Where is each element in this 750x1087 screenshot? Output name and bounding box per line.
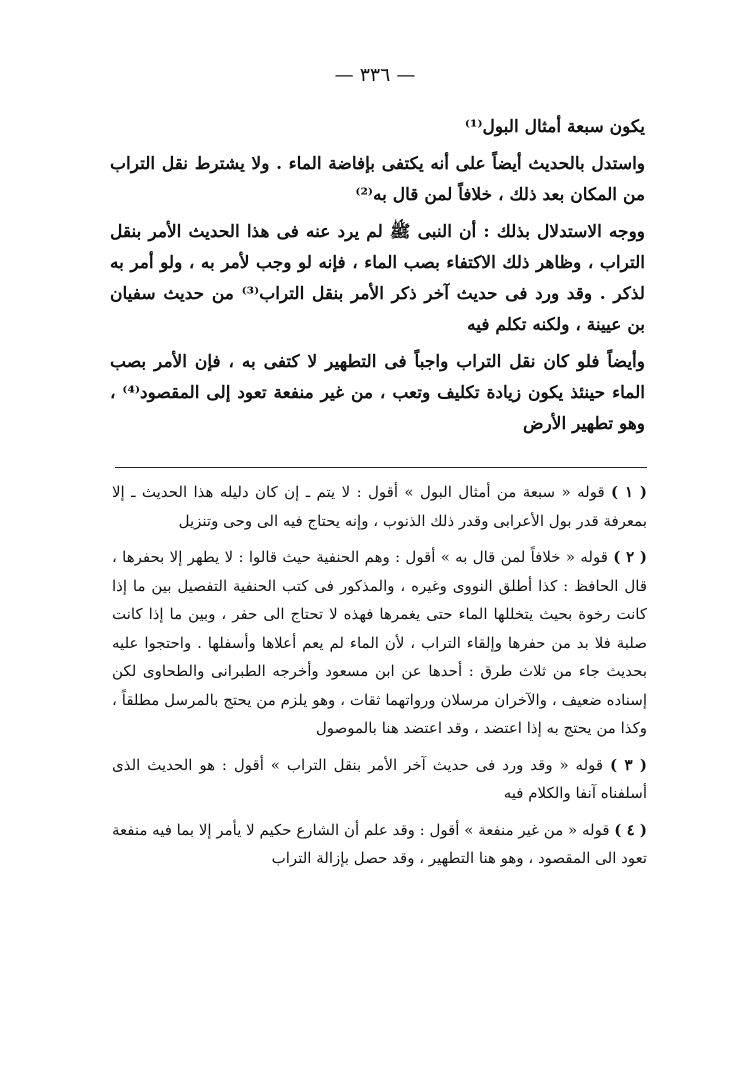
main-paragraph-2: واستدل بالحديث أيضاً على أنه يكتفى بإفاضة الماء . ولا يشترط نقل التراب من المكان بعد ذلك ، خلافاً لمن قال به⁽²⁾ (110, 154, 645, 205)
footnote-number: ( ٣ ) (610, 755, 647, 774)
footnote-3 (112, 751, 647, 808)
main-text (110, 112, 645, 446)
page-number: — ٣٣٦ — (334, 64, 416, 86)
footnote-text: قوله « وقد ورد فى حديث آخر الأمر بنقل التراب » أقول : هو الحديث الذى أسلفناه آنفا والكلام فيه (112, 755, 647, 802)
footnote-text: قوله « سبعة من أمثال البول » أقول : لا يتم ـ إن كان دليله هذا الحديث ـ إلا بمعرفة قدر بول الأعرابى وقدر ذلك الذنوب ، وإنه يحتاج فيه الى وحى وتنزيل (112, 483, 647, 530)
footnote-number: ( ٢ ) (613, 548, 647, 566)
main-paragraph-4: وأيضاً فلو كان نقل التراب واجباً فى التطهير لا كتفى به ، فإن الأمر بصب الماء حينئذ يكون زيادة تكليف وتعب ، من غير منفعة تعود إلى المقصود⁽⁴⁾ ، وهو تطهير الأرض (110, 352, 645, 434)
footnotes (112, 478, 647, 881)
footnote-text: قوله « خلافاً لمن قال به » أقول : وهم الحنفية حيث قالوا : لا يطهر إلا بحفرها ، قال الحافظ : كذا أطلق النووى وغيره ، والمذكور فى كتب الحنفية التفصيل بين ما إذا كانت رخوة بحيث يتخللها الماء حتى يغمرها فهذه لا تحتاج الى حفر ، وبين ما إذا كانت صلبة فلا بد من حفرها وإلقاء التراب ، لأن الماء لم يعم أعلاها وأسفلها . واحتجوا عليه بحديث جاء من ثلاث طرق : أحدها عن ابن مسعود وأخرجه الطبرانى والطحاوى لكن إسناده ضعيف ، والآخران مرسلان ورواتهما ثقات ، وهو يلزم من يحتج بالمرسل مطلقاً ، وكذا من يحتج به إذا اعتضد ، وقد اعتضد هنا بالموصول (112, 548, 647, 737)
footnote-1 (112, 478, 647, 535)
footnote-number: ( ٤ ) (614, 820, 647, 839)
footnote-4 (112, 816, 647, 873)
footnote-text: قوله « من غير منفعة » أقول : وقد علم أن الشارع حكيم لا يأمر إلا بما فيه منفعة تعود الى المقصود ، وهو هنا التطهير ، وقد حصل بإزالة التراب (111, 820, 647, 867)
footnote-divider (115, 467, 647, 468)
main-paragraph-3: ووجه الاستدلال بذلك : أن النبى ﷺ لم يرد عنه فى هذا الحديث الأمر بنقل التراب ، وظاهر ذلك الاكتفاء بصب الماء ، فإنه لو وجب لأمر به ، ولو أمر به لذكر . وقد ورد فى حديث آخر ذكر الأمر بنقل التراب⁽³⁾ من حديث سفيان بن عيينة ، ولكنه تكلم فيه (110, 222, 645, 335)
footnote-number: ( ١ ) (611, 483, 647, 501)
main-paragraph-1: يكون سبعة أمثال البول⁽¹⁾ (464, 117, 645, 137)
footnote-2 (112, 543, 647, 743)
